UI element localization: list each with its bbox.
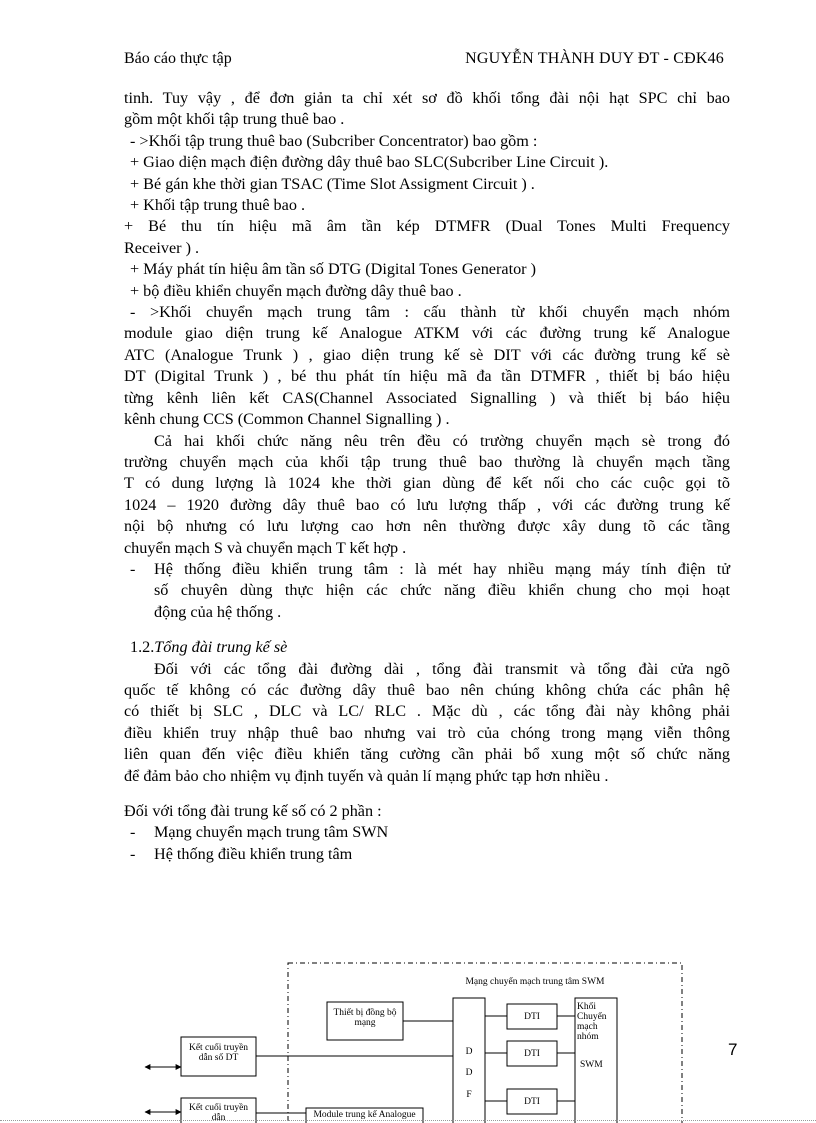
concentrator-item: + bộ điều khiển chuyển mạch đường dây thuê bao .: [130, 281, 462, 300]
group-switch-label: Khối Chuyển mạch nhóm: [577, 1002, 607, 1042]
paragraph-line: điều khiển truy nhập thuê bao nhưng vai trò của chóng trong mạng viễn thông: [124, 723, 730, 742]
central-switch-line: module giao diện trung kế Analogue ATKM với các đường trung kế Analogue: [124, 324, 730, 343]
central-switch-line: - >Khối chuyển mạch trung tâm : cấu thành từ khối chuyển mạch nhóm: [130, 303, 730, 322]
analogue-module-label: Module trung kế Analogue: [313, 1110, 416, 1120]
paragraph-line: liên quan đến việc điều khiển tăng cường cần phải bổ xung một số chức năng: [124, 745, 730, 764]
header-report-title: Báo cáo thực tập: [124, 50, 232, 67]
control-system-item: [124, 559, 730, 623]
paragraph-line: Đối với tổng đài trung kế số có 2 phần :: [124, 802, 382, 820]
paragraph-line: động của hệ thống .: [154, 602, 282, 621]
concentrator-item: Receiver ) .: [124, 238, 200, 257]
dti-label: DTI: [524, 1097, 540, 1107]
paragraph-line: có thiết bị SLC , DLC và LC/ RLC . Mặc dù , các tổng đài này không phải: [124, 702, 730, 721]
paragraph-line: để đảm bảo cho nhiệm vụ định tuyến và quản lí mạng phức tạp hơn nhiều .: [124, 766, 609, 785]
section-heading: [124, 637, 730, 658]
terminal-label-2: Kết cuối truyền dẫn: [188, 1103, 249, 1123]
dash-marker: -: [130, 844, 136, 863]
central-switch-line: DT (Digital Trunk ) , bé thu phát tín hiệu mã đa tần DTMFR , thiết bị báo hiệu: [124, 367, 730, 386]
paragraph-line: số chuyên dùng thực hiện các chức năng điều khiển chung cho mọi hoạt: [154, 581, 730, 600]
concentrator-item: + Bé thu tín hiệu mã âm tần kép DTMFR (Dual Tones Multi Frequency: [124, 217, 730, 236]
list-item-text: Hệ thống điều khiển trung tâm: [154, 844, 353, 863]
ddf-letter: D: [465, 1068, 473, 1078]
paragraph-line: Hệ thống điều khiển trung tâm : là mét hay nhiều mạng máy tính điện tử: [154, 559, 730, 578]
dash-marker: -: [130, 559, 136, 578]
central-switch-line: ATC (Analogue Trunk ) , giao diện trung kế sè DIT với các đường trung kế sè: [124, 345, 730, 364]
central-switch-line: từng kênh liên kết CAS(Channel Associated Signalling ) và thiết bị báo hiệu: [124, 388, 730, 407]
ddf-letter: F: [466, 1090, 472, 1100]
concentrator-item: + Máy phát tín hiệu âm tần số DTG (Digital Tones Generator ): [130, 260, 536, 279]
list-item: [124, 822, 730, 843]
diagram-title: Mạng chuyển mạch trung tâm SWM: [465, 977, 605, 987]
paragraph-line: Cả hai khối chức năng nêu trên đều có trường chuyển mạch sè trong đó: [154, 431, 730, 450]
paragraph-line: trường chuyển mạch của khối tập trung thuê bao thường là chuyển mạch tầng: [124, 452, 730, 471]
paragraph-line: nội bộ nhưng có lưu lượng cao hơn nên thường được xây dung tõ các tầng: [124, 517, 730, 536]
central-switch-line: kênh chung CCS (Common Channel Signalling ) .: [124, 410, 450, 429]
paragraph-line: quốc tế không có các đường dây thuê bao nên chúng không chứa các phân hệ: [124, 680, 730, 699]
paragraph-line: gồm một khối tập trung thuê bao .: [124, 110, 345, 129]
switching-network-diagram: [0, 950, 816, 1123]
list-item: [124, 844, 730, 865]
header-author: NGUYỄN THÀNH DUY ĐT - CĐK46: [465, 50, 724, 67]
ddf-letter: D: [465, 1047, 473, 1057]
paragraph-line: 1024 – 1920 đường dây thuê bao có lưu lượng thấp , với các đường trung kế: [124, 495, 730, 514]
page-number: 7: [728, 1040, 738, 1059]
paragraph-line: Đối với các tổng đài đường dài , tổng đài transmit và tổng đài cửa ngõ: [154, 659, 730, 678]
sync-label: Thiết bị đồng bộ mạng: [333, 1008, 397, 1028]
swm-label: SWM: [580, 1060, 603, 1070]
dash-marker: -: [130, 823, 136, 842]
dti-label: DTI: [524, 1049, 540, 1059]
digital-terminal-label: Kết cuối truyền dẫn số DT: [188, 1043, 249, 1063]
section-title: Tổng đài trung kế sè: [154, 638, 288, 657]
paragraph-line: tinh. Tuy vậy , để đơn giản ta chỉ xét sơ đồ khối tổng đài nội hạt SPC chỉ bao: [124, 89, 730, 107]
ddf-box: [453, 998, 485, 1123]
diagram-lines: [0, 950, 816, 1123]
section-number: 1.2.: [130, 638, 155, 657]
document-body: [124, 88, 730, 865]
concentrator-item: + Bé gán khe thời gian TSAC (Time Slot Assigment Circuit ) .: [130, 174, 535, 193]
page-header: [124, 50, 724, 72]
concentrator-heading: - >Khối tập trung thuê bao (Subcriber Concentrator) bao gồm :: [130, 131, 538, 150]
dti-label: DTI: [524, 1012, 540, 1022]
paragraph-line: chuyển mạch S và chuyển mạch T kết hợp .: [124, 538, 407, 557]
concentrator-item: + Khối tập trung thuê bao .: [130, 196, 306, 215]
paragraph-line: T có dung lượng là 1024 khe thời gian dùng để kết nối cho các cuộc gọi tõ: [124, 474, 730, 493]
concentrator-item: + Giao diện mạch điện đường dây thuê bao SLC(Subcriber Line Circuit ).: [130, 153, 609, 172]
list-item-text: Mạng chuyển mạch trung tâm SWN: [154, 823, 389, 842]
